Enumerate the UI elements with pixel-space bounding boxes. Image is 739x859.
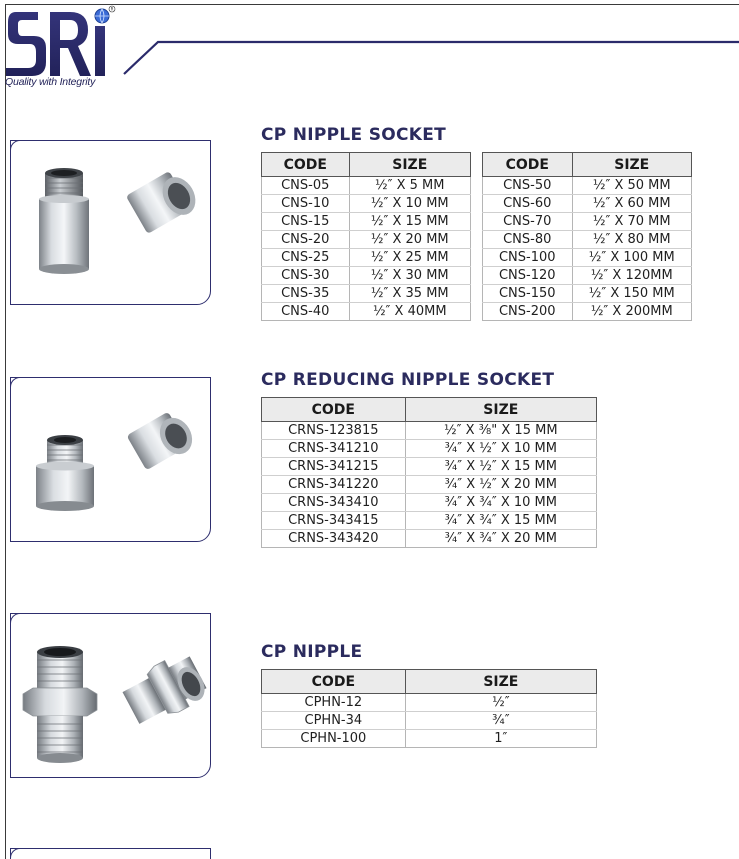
code-cell: CNS-100	[483, 249, 573, 267]
size-cell: ½″ X 20 MM	[349, 231, 470, 249]
size-cell: ¾″ X ¾″ X 20 MM	[405, 530, 596, 548]
size-cell: 1″	[405, 730, 596, 748]
table-row	[262, 712, 597, 730]
code-cell: CRNS-123815	[262, 422, 406, 440]
size-cell: ¾″ X ½″ X 10 MM	[405, 440, 596, 458]
code-cell: CNS-20	[262, 231, 350, 249]
code-cell: CNS-35	[262, 285, 350, 303]
table-row	[483, 213, 692, 231]
section-title-nipple: CP NIPPLE	[261, 642, 363, 662]
code-cell: CNS-120	[483, 267, 573, 285]
code-cell: CNS-15	[262, 213, 350, 231]
size-cell: ½″ X 30 MM	[349, 267, 470, 285]
code-cell: CRNS-341215	[262, 458, 406, 476]
size-cell: ¾″ X ¾″ X 15 MM	[405, 512, 596, 530]
nipple-table	[261, 669, 597, 748]
size-cell: ½″ X 10 MM	[349, 195, 470, 213]
table-row	[262, 458, 597, 476]
table-row	[262, 530, 597, 548]
code-cell: CPHN-12	[262, 694, 406, 712]
nipple-socket-table-right	[482, 152, 692, 321]
header-rule	[120, 38, 739, 78]
code-cell: CRNS-341220	[262, 476, 406, 494]
code-cell: CPHN-34	[262, 712, 406, 730]
reducing-nipple-socket-image	[11, 378, 211, 542]
code-cell: CNS-40	[262, 303, 350, 321]
table-row	[262, 267, 471, 285]
table-row	[483, 267, 692, 285]
table-row	[483, 303, 692, 321]
column-header-code: CODE	[483, 153, 573, 177]
column-header-code: CODE	[262, 670, 406, 694]
nipple-socket-image-card	[10, 140, 211, 305]
size-cell: ½″ X 50 MM	[572, 177, 692, 195]
table-row	[262, 231, 471, 249]
size-cell: ¾″	[405, 712, 596, 730]
section-title-nipple-socket: CP NIPPLE SOCKET	[261, 125, 447, 145]
table-row	[483, 249, 692, 267]
size-cell: ¾″ X ½″ X 20 MM	[405, 476, 596, 494]
section-title-reducing-nipple-socket: CP REDUCING NIPPLE SOCKET	[261, 370, 555, 390]
hex-nipple-image	[11, 614, 211, 778]
size-cell: ½″ X 35 MM	[349, 285, 470, 303]
code-cell: CNS-200	[483, 303, 573, 321]
next-product-image-card	[10, 848, 211, 859]
size-cell: ½″ X 120MM	[572, 267, 692, 285]
table-row	[262, 249, 471, 267]
nipple-socket-image	[11, 141, 211, 305]
size-cell: ½″ X ⅜" X 15 MM	[405, 422, 596, 440]
size-cell: ¾″ X ½″ X 15 MM	[405, 458, 596, 476]
code-cell: CRNS-341210	[262, 440, 406, 458]
table-row	[262, 494, 597, 512]
table-row	[483, 195, 692, 213]
code-cell: CRNS-343410	[262, 494, 406, 512]
size-cell: ½″ X 80 MM	[572, 231, 692, 249]
code-cell: CNS-80	[483, 231, 573, 249]
code-cell: CRNS-343415	[262, 512, 406, 530]
code-cell: CNS-60	[483, 195, 573, 213]
column-header-size: SIZE	[572, 153, 692, 177]
size-cell: ½″	[405, 694, 596, 712]
code-cell: CPHN-100	[262, 730, 406, 748]
size-cell: ½″ X 70 MM	[572, 213, 692, 231]
column-header-code: CODE	[262, 398, 406, 422]
code-cell: CNS-50	[483, 177, 573, 195]
table-row	[262, 195, 471, 213]
nipple-socket-table-left	[261, 152, 471, 321]
size-cell: ½″ X 100 MM	[572, 249, 692, 267]
table-row	[262, 285, 471, 303]
code-cell: CNS-150	[483, 285, 573, 303]
table-row	[262, 730, 597, 748]
column-header-size: SIZE	[349, 153, 470, 177]
table-row	[262, 694, 597, 712]
table-row	[483, 177, 692, 195]
code-cell: CNS-25	[262, 249, 350, 267]
reducing-nipple-socket-image-card	[10, 377, 211, 542]
hex-nipple-image-card	[10, 613, 211, 778]
code-cell: CNS-30	[262, 267, 350, 285]
size-cell: ½″ X 5 MM	[349, 177, 470, 195]
table-row	[262, 177, 471, 195]
brand-tagline: Quality with Integrity	[5, 76, 96, 88]
svg-text:R: R	[110, 6, 114, 12]
code-cell: CRNS-343420	[262, 530, 406, 548]
table-row	[262, 422, 597, 440]
column-header-code: CODE	[262, 153, 350, 177]
table-row	[262, 213, 471, 231]
size-cell: ¾″ X ¾″ X 10 MM	[405, 494, 596, 512]
size-cell: ½″ X 60 MM	[572, 195, 692, 213]
code-cell: CNS-10	[262, 195, 350, 213]
table-row	[262, 303, 471, 321]
table-row	[483, 231, 692, 249]
size-cell: ½″ X 15 MM	[349, 213, 470, 231]
code-cell: CNS-05	[262, 177, 350, 195]
reducing-nipple-socket-table	[261, 397, 597, 548]
table-row	[262, 440, 597, 458]
size-cell: ½″ X 25 MM	[349, 249, 470, 267]
size-cell: ½″ X 150 MM	[572, 285, 692, 303]
code-cell: CNS-70	[483, 213, 573, 231]
column-header-size: SIZE	[405, 398, 596, 422]
column-header-size: SIZE	[405, 670, 596, 694]
table-row	[262, 476, 597, 494]
table-row	[262, 512, 597, 530]
table-row	[483, 285, 692, 303]
size-cell: ½″ X 40MM	[349, 303, 470, 321]
size-cell: ½″ X 200MM	[572, 303, 692, 321]
